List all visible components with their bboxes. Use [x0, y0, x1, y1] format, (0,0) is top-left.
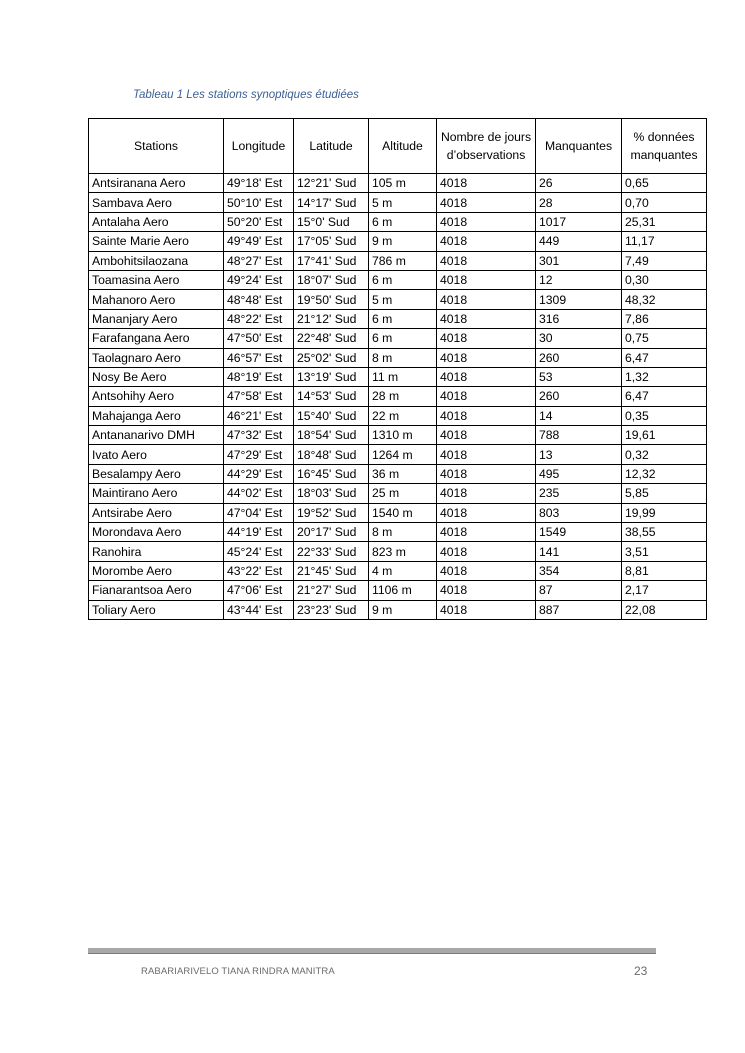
cell-missing-percent: 22,08: [622, 600, 707, 619]
cell-altitude: 25 m: [369, 484, 437, 503]
cell-latitude: 18°54' Sud: [294, 426, 369, 445]
table-row: [89, 523, 707, 542]
cell-observation-days: 4018: [437, 445, 536, 464]
cell-station-name: Taolagnaro Aero: [89, 348, 224, 367]
cell-missing-count: 235: [536, 484, 622, 503]
cell-altitude: 1106 m: [369, 581, 437, 600]
cell-latitude: 19°50' Sud: [294, 290, 369, 309]
cell-altitude: 9 m: [369, 232, 437, 251]
footer-author: RABARIARIVELO TIANA RINDRA MANITRA: [141, 966, 335, 977]
cell-missing-count: 788: [536, 426, 622, 445]
cell-station-name: Maintirano Aero: [89, 484, 224, 503]
cell-longitude: 50°20' Est: [224, 212, 294, 231]
cell-station-name: Morombe Aero: [89, 561, 224, 580]
cell-longitude: 44°29' Est: [224, 464, 294, 483]
cell-missing-count: 141: [536, 542, 622, 561]
cell-observation-days: 4018: [437, 348, 536, 367]
cell-longitude: 48°22' Est: [224, 309, 294, 328]
table-row: [89, 445, 707, 464]
cell-observation-days: 4018: [437, 329, 536, 348]
cell-altitude: 11 m: [369, 367, 437, 386]
cell-longitude: 47°50' Est: [224, 329, 294, 348]
cell-altitude: 36 m: [369, 464, 437, 483]
cell-missing-percent: 3,51: [622, 542, 707, 561]
cell-latitude: 12°21' Sud: [294, 174, 369, 193]
cell-altitude: 6 m: [369, 270, 437, 289]
cell-station-name: Toliary Aero: [89, 600, 224, 619]
cell-longitude: 47°32' Est: [224, 426, 294, 445]
cell-latitude: 16°45' Sud: [294, 464, 369, 483]
cell-observation-days: 4018: [437, 600, 536, 619]
cell-observation-days: 4018: [437, 406, 536, 425]
cell-missing-count: 260: [536, 348, 622, 367]
table-row: [89, 329, 707, 348]
cell-missing-percent: 19,61: [622, 426, 707, 445]
cell-altitude: 5 m: [369, 193, 437, 212]
table-row: [89, 270, 707, 289]
cell-observation-days: 4018: [437, 503, 536, 522]
cell-latitude: 22°48' Sud: [294, 329, 369, 348]
footer-divider: [88, 948, 656, 954]
cell-observation-days: 4018: [437, 174, 536, 193]
cell-missing-percent: 0,75: [622, 329, 707, 348]
cell-longitude: 46°57' Est: [224, 348, 294, 367]
cell-missing-count: 1549: [536, 523, 622, 542]
cell-latitude: 21°45' Sud: [294, 561, 369, 580]
cell-observation-days: 4018: [437, 464, 536, 483]
cell-missing-percent: 0,35: [622, 406, 707, 425]
cell-station-name: Fianarantsoa Aero: [89, 581, 224, 600]
table-row: [89, 542, 707, 561]
cell-longitude: 49°18' Est: [224, 174, 294, 193]
cell-missing-percent: 11,17: [622, 232, 707, 251]
cell-longitude: 47°06' Est: [224, 581, 294, 600]
cell-longitude: 49°24' Est: [224, 270, 294, 289]
column-header-stations: Stations: [89, 119, 224, 174]
table-row: [89, 406, 707, 425]
cell-station-name: Mahanoro Aero: [89, 290, 224, 309]
table-header-row: [89, 119, 707, 174]
cell-missing-count: 13: [536, 445, 622, 464]
cell-observation-days: 4018: [437, 212, 536, 231]
table-row: [89, 232, 707, 251]
cell-missing-percent: 0,30: [622, 270, 707, 289]
cell-latitude: 18°48' Sud: [294, 445, 369, 464]
cell-longitude: 44°19' Est: [224, 523, 294, 542]
column-header-altitude: Altitude: [369, 119, 437, 174]
cell-altitude: 6 m: [369, 329, 437, 348]
cell-latitude: 18°03' Sud: [294, 484, 369, 503]
cell-latitude: 15°40' Sud: [294, 406, 369, 425]
cell-station-name: Ranohira: [89, 542, 224, 561]
cell-altitude: 22 m: [369, 406, 437, 425]
cell-missing-percent: 1,32: [622, 367, 707, 386]
stations-table: [88, 118, 707, 620]
cell-longitude: 45°24' Est: [224, 542, 294, 561]
cell-longitude: 44°02' Est: [224, 484, 294, 503]
page-number: 23: [634, 964, 648, 978]
cell-altitude: 6 m: [369, 212, 437, 231]
cell-station-name: Sambava Aero: [89, 193, 224, 212]
cell-station-name: Morondava Aero: [89, 523, 224, 542]
cell-longitude: 49°49' Est: [224, 232, 294, 251]
cell-observation-days: 4018: [437, 367, 536, 386]
cell-missing-count: 887: [536, 600, 622, 619]
table-row: [89, 464, 707, 483]
cell-missing-percent: 5,85: [622, 484, 707, 503]
cell-missing-count: 1309: [536, 290, 622, 309]
cell-missing-percent: 7,49: [622, 251, 707, 270]
cell-station-name: Ivato Aero: [89, 445, 224, 464]
cell-observation-days: 4018: [437, 561, 536, 580]
cell-latitude: 19°52' Sud: [294, 503, 369, 522]
cell-longitude: 46°21' Est: [224, 406, 294, 425]
cell-missing-count: 14: [536, 406, 622, 425]
cell-station-name: Antsirabe Aero: [89, 503, 224, 522]
table-row: [89, 484, 707, 503]
cell-longitude: 43°22' Est: [224, 561, 294, 580]
cell-observation-days: 4018: [437, 309, 536, 328]
cell-altitude: 5 m: [369, 290, 437, 309]
cell-missing-count: 53: [536, 367, 622, 386]
cell-longitude: 48°19' Est: [224, 367, 294, 386]
cell-latitude: 23°23' Sud: [294, 600, 369, 619]
table-row: [89, 503, 707, 522]
cell-station-name: Antsohihy Aero: [89, 387, 224, 406]
cell-missing-count: 449: [536, 232, 622, 251]
cell-longitude: 47°29' Est: [224, 445, 294, 464]
table-row: [89, 561, 707, 580]
cell-altitude: 105 m: [369, 174, 437, 193]
cell-latitude: 21°27' Sud: [294, 581, 369, 600]
column-header-latitude: Latitude: [294, 119, 369, 174]
cell-station-name: Farafangana Aero: [89, 329, 224, 348]
cell-latitude: 15°0' Sud: [294, 212, 369, 231]
cell-longitude: 47°04' Est: [224, 503, 294, 522]
cell-latitude: 14°17' Sud: [294, 193, 369, 212]
cell-altitude: 6 m: [369, 309, 437, 328]
table-row: [89, 426, 707, 445]
cell-missing-count: 1017: [536, 212, 622, 231]
cell-station-name: Besalampy Aero: [89, 464, 224, 483]
cell-latitude: 14°53' Sud: [294, 387, 369, 406]
cell-missing-percent: 0,65: [622, 174, 707, 193]
cell-station-name: Antsiranana Aero: [89, 174, 224, 193]
cell-observation-days: 4018: [437, 290, 536, 309]
table-row: [89, 193, 707, 212]
cell-missing-percent: 8,81: [622, 561, 707, 580]
cell-missing-count: 87: [536, 581, 622, 600]
cell-station-name: Toamasina Aero: [89, 270, 224, 289]
cell-observation-days: 4018: [437, 523, 536, 542]
cell-altitude: 1264 m: [369, 445, 437, 464]
table-row: [89, 367, 707, 386]
cell-missing-count: 354: [536, 561, 622, 580]
cell-observation-days: 4018: [437, 581, 536, 600]
cell-missing-percent: 2,17: [622, 581, 707, 600]
table-row: [89, 309, 707, 328]
cell-missing-percent: 12,32: [622, 464, 707, 483]
column-header-missing: Manquantes: [536, 119, 622, 174]
cell-observation-days: 4018: [437, 193, 536, 212]
cell-altitude: 786 m: [369, 251, 437, 270]
cell-missing-percent: 6,47: [622, 348, 707, 367]
cell-latitude: 18°07' Sud: [294, 270, 369, 289]
cell-station-name: Sainte Marie Aero: [89, 232, 224, 251]
cell-observation-days: 4018: [437, 387, 536, 406]
cell-altitude: 1540 m: [369, 503, 437, 522]
column-header-missing-percent: % données manquantes: [622, 119, 707, 174]
cell-missing-percent: 6,47: [622, 387, 707, 406]
table-row: [89, 251, 707, 270]
cell-missing-percent: 38,55: [622, 523, 707, 542]
cell-longitude: 47°58' Est: [224, 387, 294, 406]
cell-missing-count: 803: [536, 503, 622, 522]
cell-latitude: 21°12' Sud: [294, 309, 369, 328]
cell-altitude: 8 m: [369, 348, 437, 367]
table-row: [89, 212, 707, 231]
cell-longitude: 43°44' Est: [224, 600, 294, 619]
cell-missing-count: 260: [536, 387, 622, 406]
cell-latitude: 13°19' Sud: [294, 367, 369, 386]
cell-missing-count: 30: [536, 329, 622, 348]
cell-missing-count: 26: [536, 174, 622, 193]
cell-latitude: 22°33' Sud: [294, 542, 369, 561]
cell-station-name: Ambohitsilaozana: [89, 251, 224, 270]
cell-missing-count: 301: [536, 251, 622, 270]
cell-longitude: 48°27' Est: [224, 251, 294, 270]
cell-altitude: 4 m: [369, 561, 437, 580]
table-row: [89, 581, 707, 600]
cell-missing-count: 12: [536, 270, 622, 289]
table-row: [89, 348, 707, 367]
cell-altitude: 1310 m: [369, 426, 437, 445]
cell-missing-percent: 48,32: [622, 290, 707, 309]
cell-altitude: 28 m: [369, 387, 437, 406]
cell-missing-percent: 25,31: [622, 212, 707, 231]
table-row: [89, 600, 707, 619]
cell-station-name: Mahajanga Aero: [89, 406, 224, 425]
table-row: [89, 290, 707, 309]
cell-altitude: 823 m: [369, 542, 437, 561]
table-body: [89, 174, 707, 620]
cell-latitude: 25°02' Sud: [294, 348, 369, 367]
cell-missing-percent: 0,32: [622, 445, 707, 464]
cell-latitude: 17°05' Sud: [294, 232, 369, 251]
cell-observation-days: 4018: [437, 484, 536, 503]
cell-missing-count: 495: [536, 464, 622, 483]
cell-missing-percent: 19,99: [622, 503, 707, 522]
cell-latitude: 17°41' Sud: [294, 251, 369, 270]
cell-station-name: Antalaha Aero: [89, 212, 224, 231]
cell-observation-days: 4018: [437, 270, 536, 289]
cell-longitude: 50°10' Est: [224, 193, 294, 212]
column-header-observation-days: Nombre de jours d’observations: [437, 119, 536, 174]
column-header-longitude: Longitude: [224, 119, 294, 174]
cell-missing-percent: 7,86: [622, 309, 707, 328]
cell-observation-days: 4018: [437, 251, 536, 270]
table-row: [89, 174, 707, 193]
cell-observation-days: 4018: [437, 232, 536, 251]
table-caption: Tableau 1 Les stations synoptiques étudiées: [133, 89, 359, 101]
cell-missing-percent: 0,70: [622, 193, 707, 212]
cell-altitude: 9 m: [369, 600, 437, 619]
cell-longitude: 48°48' Est: [224, 290, 294, 309]
cell-observation-days: 4018: [437, 426, 536, 445]
table-row: [89, 387, 707, 406]
cell-missing-count: 28: [536, 193, 622, 212]
cell-station-name: Mananjary Aero: [89, 309, 224, 328]
cell-latitude: 20°17' Sud: [294, 523, 369, 542]
cell-station-name: Nosy Be Aero: [89, 367, 224, 386]
cell-altitude: 8 m: [369, 523, 437, 542]
cell-observation-days: 4018: [437, 542, 536, 561]
cell-station-name: Antananarivo DMH: [89, 426, 224, 445]
cell-missing-count: 316: [536, 309, 622, 328]
